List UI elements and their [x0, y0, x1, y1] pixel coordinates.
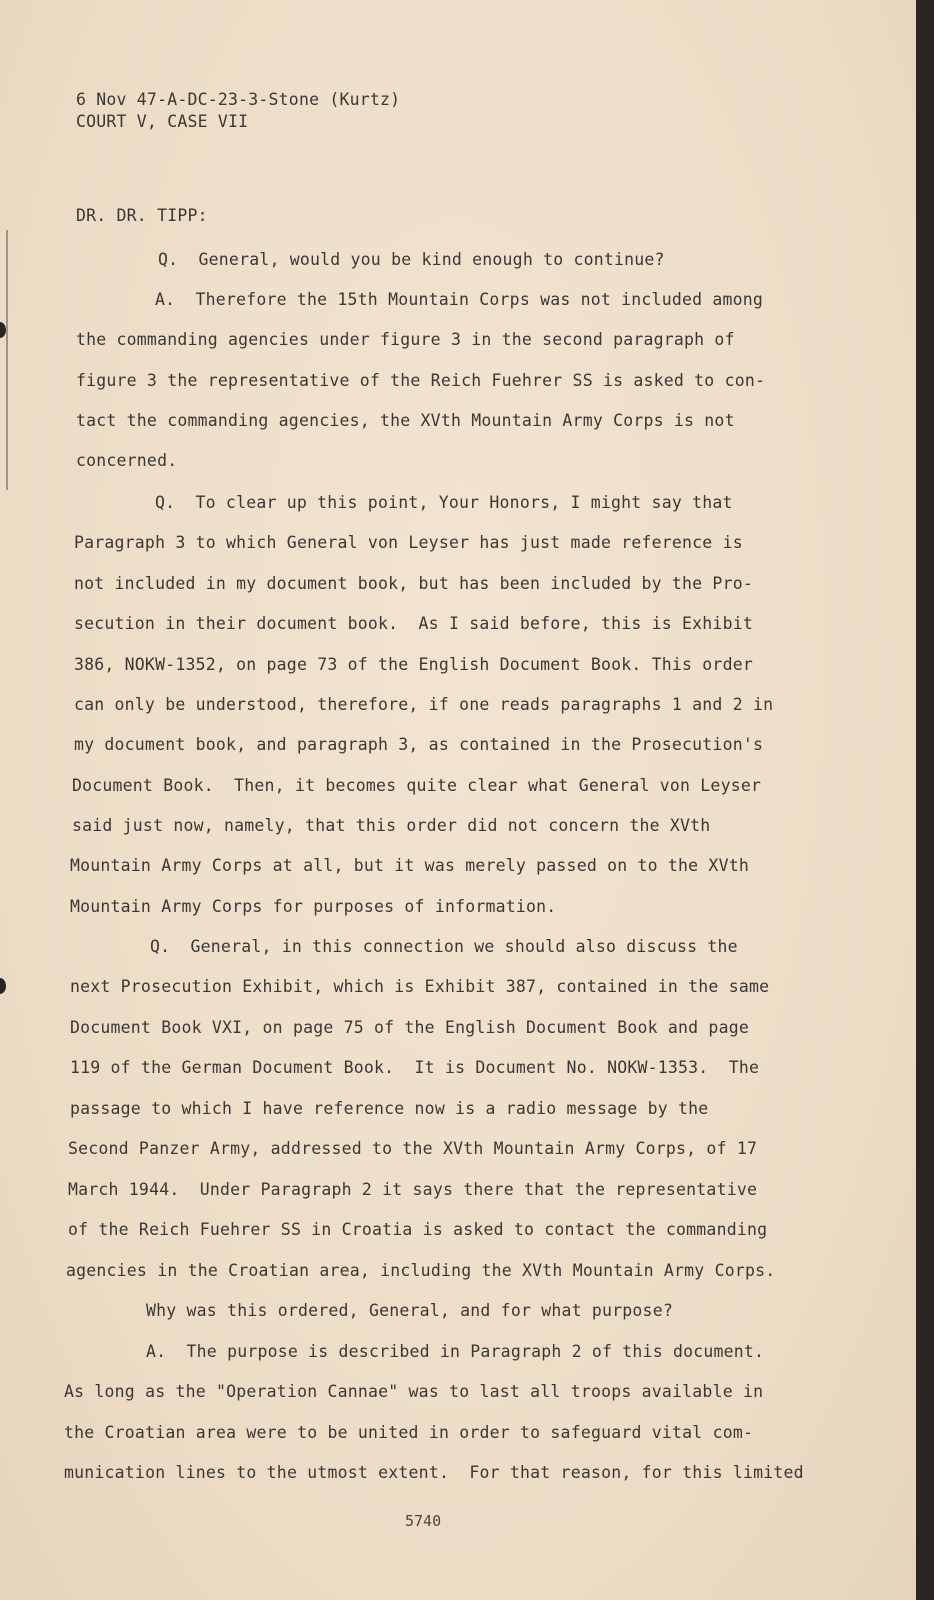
- transcript-line: Q. General, would you be kind enough to continue?: [158, 250, 665, 269]
- transcript-line: A. Therefore the 15th Mountain Corps was not included among: [155, 290, 764, 309]
- transcript-line: passage to which I have reference now is a radio message by the: [70, 1099, 709, 1118]
- transcript-line: Why was this ordered, General, and for what purpose?: [146, 1301, 673, 1320]
- transcript-line: Mountain Army Corps for purposes of information.: [70, 897, 557, 916]
- binding-mark: [6, 230, 8, 490]
- transcript-line: Paragraph 3 to which General von Leyser has just made reference is: [74, 533, 743, 552]
- transcript-line: my document book, and paragraph 3, as contained in the Prosecution's: [74, 735, 764, 754]
- transcript-line: Q. To clear up this point, Your Honors, I might say that: [155, 493, 733, 512]
- transcript-line: Second Panzer Army, addressed to the XVth Mountain Army Corps, of 17: [68, 1139, 758, 1158]
- transcript-line: the Croatian area were to be united in order to safeguard vital com-: [64, 1423, 754, 1442]
- transcript-line: the commanding agencies under figure 3 in the second paragraph of: [76, 330, 735, 349]
- transcript-line: of the Reich Fuehrer SS in Croatia is asked to contact the commanding: [68, 1220, 768, 1239]
- transcript-line: tact the commanding agencies, the XVth Mountain Army Corps is not: [76, 411, 735, 430]
- transcript-line: 119 of the German Document Book. It is Document No. NOKW-1353. The: [70, 1058, 760, 1077]
- transcript-line: As long as the "Operation Cannae" was to last all troops available in: [64, 1382, 764, 1401]
- transcript-line: agencies in the Croatian area, including the XVth Mountain Army Corps.: [66, 1261, 776, 1280]
- transcript-line: A. The purpose is described in Paragraph 2 of this document.: [146, 1342, 765, 1361]
- transcript-line: March 1944. Under Paragraph 2 it says there that the representative: [68, 1180, 758, 1199]
- transcript-line: not included in my document book, but has been included by the Pro-: [74, 574, 753, 593]
- page-number: 5740: [405, 1512, 442, 1530]
- scan-edge: [916, 0, 934, 1600]
- transcript-line: figure 3 the representative of the Reich Fuehrer SS is asked to con-: [76, 371, 766, 390]
- transcript-line: concerned.: [76, 451, 178, 470]
- header-line-1: 6 Nov 47-A-DC-23-3-Stone (Kurtz): [76, 90, 401, 109]
- punch-hole: [0, 978, 6, 994]
- transcript-line: said just now, namely, that this order did not concern the XVth: [72, 816, 711, 835]
- speaker-label: DR. DR. TIPP:: [76, 206, 208, 225]
- transcript-line: Document Book. Then, it becomes quite clear what General von Leyser: [72, 776, 762, 795]
- transcript-line: secution in their document book. As I said before, this is Exhibit: [74, 614, 753, 633]
- transcript-line: 386, NOKW-1352, on page 73 of the English Document Book. This order: [74, 655, 753, 674]
- header-line-2: COURT V, CASE VII: [76, 112, 249, 131]
- transcript-line: can only be understood, therefore, if one reads paragraphs 1 and 2 in: [74, 695, 774, 714]
- transcript-line: munication lines to the utmost extent. For that reason, for this limited: [64, 1463, 804, 1482]
- transcript-line: Mountain Army Corps at all, but it was merely passed on to the XVth: [70, 856, 749, 875]
- transcript-line: next Prosecution Exhibit, which is Exhibit 387, contained in the same: [70, 977, 770, 996]
- transcript-line: Document Book VXI, on page 75 of the English Document Book and page: [70, 1018, 749, 1037]
- transcript-line: Q. General, in this connection we should also discuss the: [150, 937, 738, 956]
